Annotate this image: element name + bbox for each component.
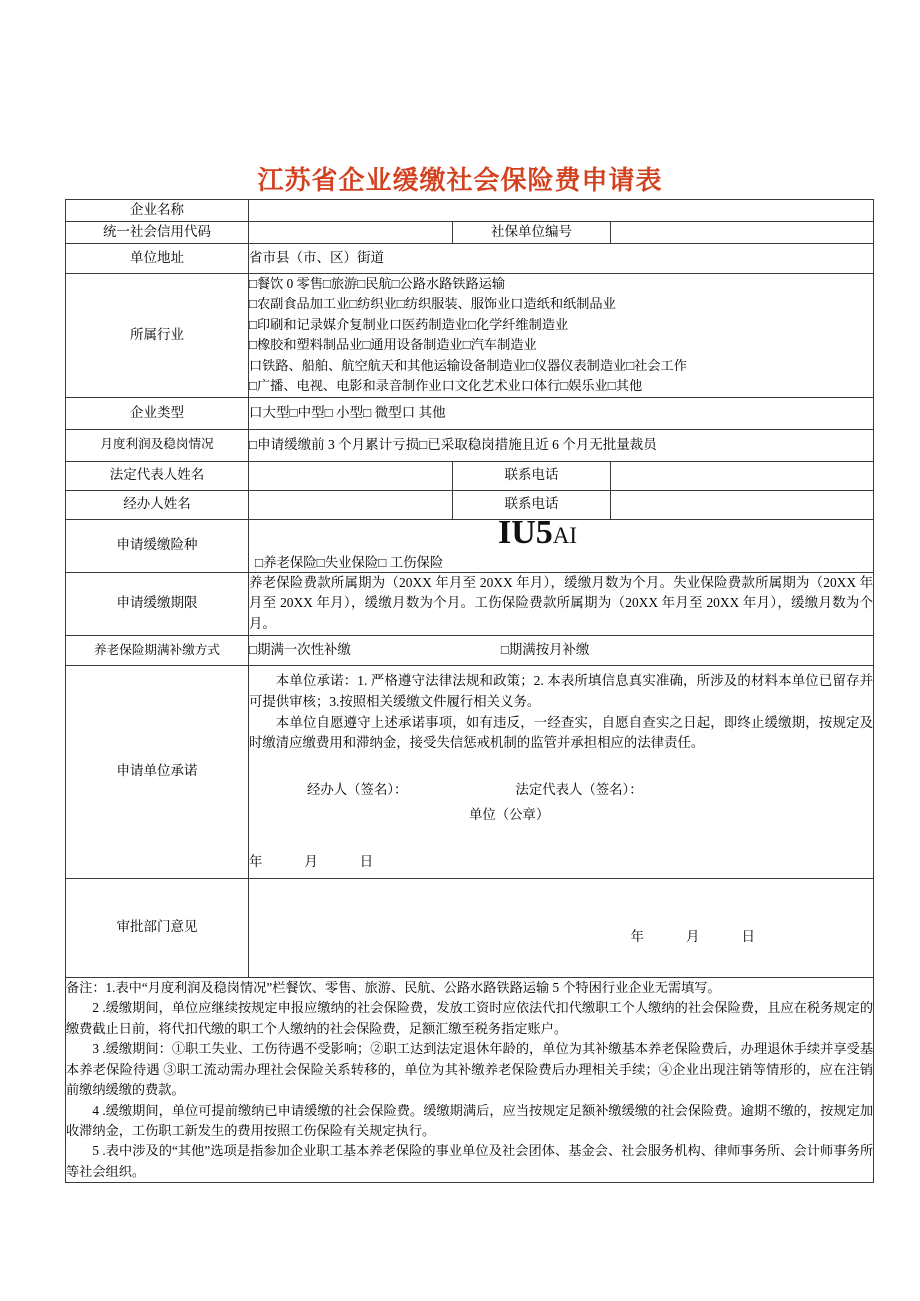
label-insurance-types: 申请缓缴险种 <box>66 519 249 572</box>
field-credit-code[interactable] <box>249 221 453 243</box>
field-handler-phone[interactable] <box>611 490 874 519</box>
field-company-name[interactable] <box>249 200 874 222</box>
label-credit-code: 统一社会信用代码 <box>66 221 249 243</box>
field-insurance-types-checkbox-group[interactable] <box>249 519 874 572</box>
field-pension-repayment-checkbox-group[interactable] <box>249 635 874 665</box>
commitment-date-row[interactable] <box>249 852 873 873</box>
notes-block <box>66 977 874 1183</box>
table-row-legal-rep <box>66 461 874 490</box>
industry-option-line-5[interactable]: 口铁路、船舶、航空航天和其他运输设备制造业□仪器仪表制造业□社会工作 <box>249 357 687 373</box>
approval-date-year-label: 年 <box>630 928 645 944</box>
field-enterprise-type-checkbox-group[interactable]: 口大型□中型□ 小型□ 微型口 其他 <box>249 397 874 429</box>
approval-date-day-label: 日 <box>741 928 756 944</box>
label-deferral-term: 申请缓缴期限 <box>66 572 249 635</box>
overlay-artifact-primary: IU5 <box>498 514 553 551</box>
commitment-date-year-label: 年 <box>249 853 263 869</box>
industry-option-line-6[interactable]: □广播、电视、电影和录音制作业口文化艺术业口体行□娱乐业□其他 <box>249 378 643 394</box>
overlay-artifact-secondary: AI <box>552 523 578 548</box>
label-pension-repayment: 养老保险期满补缴方式 <box>66 635 249 665</box>
label-profit-job-stability: 月度利润及稳岗情况 <box>66 429 249 461</box>
pension-repayment-option-monthly[interactable]: □期满按月补缴 <box>500 641 590 657</box>
table-row-insurance-types <box>66 519 874 572</box>
note-line-1: 备注：1.表中“月度利润及稳岗情况”栏餐饮、零售、旅游、民航、公路水路铁路运输 5 个特困行业企业无需填写。 <box>66 979 721 995</box>
commitment-seal-row[interactable]: 单位（公章） <box>469 807 550 822</box>
label-enterprise-type: 企业类型 <box>66 397 249 429</box>
approval-date-row[interactable] <box>631 927 756 948</box>
industry-option-line-2[interactable]: □农副食品加工业□纺织业□纺织服装、服饰业口造纸和纸制品业 <box>249 296 616 312</box>
industry-option-line-1[interactable]: □餐饮 0 零售□旅游□民航□公路水路铁路运输 <box>249 275 506 291</box>
field-legal-rep-name[interactable] <box>249 461 453 490</box>
label-unit-address: 单位地址 <box>66 243 249 273</box>
field-legal-rep-phone[interactable] <box>611 461 874 490</box>
table-row-industry <box>66 273 874 397</box>
field-profit-job-stability-checkbox-group[interactable]: □申请缓缴前 3 个月累计亏损□已采取稳岗措施且近 6 个月无批量裁员 <box>249 429 874 461</box>
table-row-handler <box>66 490 874 519</box>
field-commitment-block <box>249 665 874 878</box>
label-company-name: 企业名称 <box>66 200 249 222</box>
note-line-5: 5 .表中涉及的“其他”选项是指参加企业职工基本养老保险的事业单位及社会团体、基金会、社会服务机构、律师事务所、会计师事务所等社会组织。 <box>66 1143 874 1179</box>
table-row-unit-address <box>66 243 874 273</box>
label-approval-opinion: 审批部门意见 <box>66 878 249 977</box>
note-line-4: 4 .缓缴期间，单位可提前缴纳已申请缓缴的社会保险费。缓缴期满后，应当按规定足额补缴缓缴的社会保险费。逾期不缴的，按规定加收滞纳金，工伤职工新发生的费用按照工伤保险有关规定执行。 <box>66 1102 874 1139</box>
note-line-3: 3 .缓缴期间：①职工失业、工伤待遇不受影响；②职工达到法定退休年龄的，单位为其补缴基本养老保险费后，办理退休手续并享受基本养老保险待遇 ③职工流动需办理社会保险关系转移的，单位为其补缴养老保险费后办理相关手续；④企业出现注销等情形的，应在注销前缴纳缓缴的费款。 <box>66 1041 874 1098</box>
label-commitment: 申请单位承诺 <box>66 665 249 878</box>
table-row-profit-job-stability <box>66 429 874 461</box>
application-form-table <box>65 199 874 1183</box>
field-handler-name[interactable] <box>249 490 453 519</box>
field-unit-address[interactable]: 省市县（市、区）街道 <box>249 243 874 273</box>
approval-date-month-label: 月 <box>686 928 700 944</box>
label-social-security-unit-no: 社保单位编号 <box>453 221 611 243</box>
industry-option-line-4[interactable]: □橡胶和塑料制品业□通用设备制造业□汽车制造业 <box>249 337 537 353</box>
note-line-2: 2 .缓缴期间，单位应继续按规定申报应缴纳的社会保险费，发放工资时应依法代扣代缴职工个人缴纳的社会保险费，且应在税务规定的缴费截止日前，将代扣代缴的职工个人缴纳的社会保险费，足额汇缴至税务指定账户。 <box>66 1000 874 1036</box>
commitment-paragraph-1: 本单位承诺：1. 严格遵守法律法规和政策；2. 本表所填信息真实准确，所涉及的材料本单位已留存并可提供审核；3.按照相关缓缴文件履行相关义务。 <box>249 673 874 709</box>
field-deferral-term-text[interactable]: 养老保险费款所属期为（20XX 年月至 20XX 年月），缓缴月数为个月。失业保险费款所属期为（20XX 年月至 20XX 年月），缓缴月数为个月。工伤保险费款所属期为（20XX 年月至 20XX 年月），缓缴月数为个月。 <box>249 572 874 635</box>
table-row-notes <box>66 977 874 1183</box>
commitment-date-month-label: 月 <box>304 853 318 869</box>
table-row-company-name <box>66 200 874 222</box>
label-handler-name: 经办人姓名 <box>66 490 249 519</box>
label-industry: 所属行业 <box>66 273 249 397</box>
table-row-credit-code <box>66 221 874 243</box>
table-row-deferral-term <box>66 572 874 635</box>
table-row-enterprise-type <box>66 397 874 429</box>
label-legal-rep-phone: 联系电话 <box>453 461 611 490</box>
pension-repayment-option-lump-sum[interactable]: □期满一次性补缴 <box>249 641 351 657</box>
field-approval-opinion[interactable] <box>249 878 874 977</box>
label-handler-phone: 联系电话 <box>453 490 611 519</box>
commitment-signature-row <box>249 780 873 801</box>
industry-option-line-3[interactable]: □印刷和记录媒介复制业口医药制造业□化学纤维制造业 <box>249 316 569 332</box>
table-row-pension-repayment <box>66 635 874 665</box>
signature-line-legal-rep[interactable]: 法定代表人（签名）： <box>515 782 643 798</box>
field-industry-checkbox-group[interactable] <box>249 273 874 397</box>
label-legal-rep-name: 法定代表人姓名 <box>66 461 249 490</box>
commitment-date-day-label: 日 <box>359 853 374 869</box>
field-social-security-unit-no[interactable] <box>611 221 874 243</box>
signature-line-handler[interactable]: 经办人（签名）： <box>307 782 408 798</box>
table-row-commitment <box>66 665 874 878</box>
table-row-approval <box>66 878 874 977</box>
commitment-paragraph-2: 本单位自愿遵守上述承诺事项，如有违反，一经查实，自愿自查实之日起，即终止缓缴期，按规定及时缴清应缴费用和滞纳金，接受失信惩戒机制的监管并承担相应的法律责任。 <box>249 714 874 751</box>
insurance-types-options[interactable]: □养老保险□失业保险□ 工伤保险 <box>255 554 444 570</box>
page-title: 江苏省企业缓缴社会保险费申请表 <box>257 166 663 195</box>
